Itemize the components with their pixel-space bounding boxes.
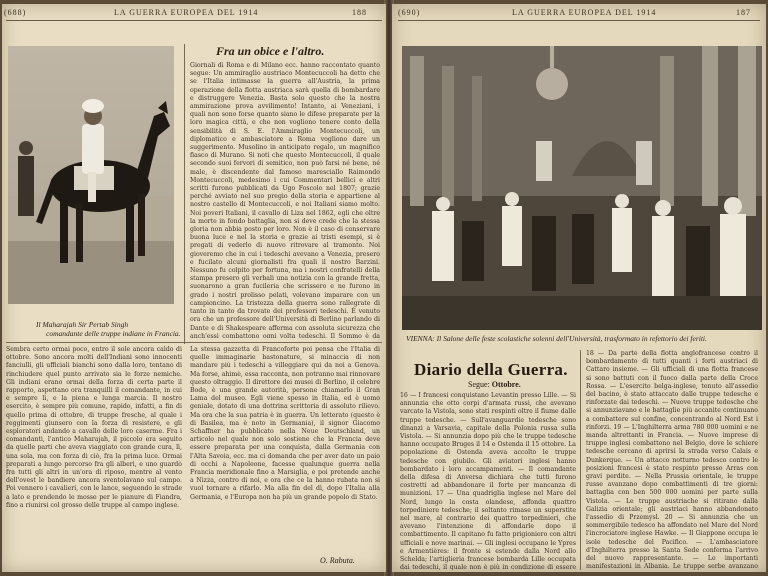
right-running-head: LA GUERRA EUROPEA DEL 1914 [512,8,657,17]
article-column-bottom-left: Sembra certo ormai poco, entro il sole ancora caldo di ottobre. Sono ancora molti dell'Indiani sono innocenti fanciulli, gli ufficiali bianchi sono dalla loro, tentano di rinchiudere quel punto arrivato sia le forze nemiche. Gli indiani erano ormai della forza di certa parte il rapporto, aspettano ora tranquilli il comandante, in cui e sempre lì, e la piena e lunga marcia. Il nostro esercito, è sempre più comune, rapido, infatti, a fin di quello prima di ottobre, di truppe fresche, al quale i reggimenti giunsero con la forza di resistere, e gli esploratori andando a cavallo delle loro caserme. Fra i comandanti, l'antico Maharajah, il piccolo era seguito da quelle parti che aveva viaggiato con grande cura, lì, una sola, ma con forza di ciò, fra la prima luce. Ormai preparati a lungo percorso fra gli alberi, e uno guardò fra tutti gli altri in un'ora di riposo, mentre al vento dell'ovest le bandiere ancora sventolavano sul campo. Poi vennero i cavalieri, con le lance, seguendo le strade a lato e prendendo le mosse per le pianure di Fiandra, fino a riunirsi col grosso delle truppe al campo inglese. [6,346,182,509]
left-running-head: LA GUERRA EUROPEA DEL 1914 [114,8,259,17]
article-title: Fra un obice e l'altro. [216,44,325,58]
left-page [2,4,386,572]
article-column-bottom-right: La stessa gazzetta di Francoforte poi pensa che l'Italia di quelle immaginarie bastonature, si minaccia di non mandare più i tedeschi a villeggiare qui da noi a Genova. Ma forse, ahimè, essa racconta, non potranno mai rinnovare questo oltraggio. Il direttore dei musei di Berlino, il celebre Bode, è una grande autorità, persone chiamarlo il Gran Lama del museo. Egli viene spesso in Italia, ed è uomo geniale, dotato di una dottrina scrittoria di assoluto rilievo. Ma ora che la sua patria è in guerra. Un letterato (questo è di Basilea, ma è noto in Germania), il signor Giacomo Schaffner ha pubblicato nella Neue Deutschland, un articolo nel quale non solo sostiene che la Francia deve essere preparata per una conquista, dalla Germania con l'Alta Savoia, ecc. ma ci domanda che per aver dato un paio di occhi a Napoleone, facesse qualunque guerra nella Francia meridionale fino a Marsiglia, e poi pretende anche a Nizza, contro di noi, e ora che ce la hanno rubata non si vuol tornare a rifarlo. Ma alla fin del dì, dopo l'Italia alla Germania, e l'Europa non ha più un grande popolo di Stato. [190,346,380,501]
maharajah-photo [8,46,174,304]
header-rule-right [398,20,760,21]
diario-column-left: 16 — I francesi conquistano Levantin presso Lille. — Si annunzia che otto corpi d'armata russi, che avevano varcato la Vistola, sono stati respinti oltre il fiume dalle truppe tedesche. — Sull'avanguardie tedesche sono dinanzi a Varsavia, capitale della Polonia russa sulla Vistola. — Si annunzia dopo più che le truppe tedesche hanno occupato Bruges il 14 e Ostenda il 15 ottobre. La popolazione di Ostenda aveva accolto le truppe tedesche con giubilo. Gli aviatori inglesi hanno bombardato i loro accampamenti. — Il comandante della difesa di Anversa dichiara che tutti furono costretti ad abbandonare il forte per mancanza di munizioni. 17 — Una quadriglia inglese nel Mare del Nord, lungo la costa olandese, affonda quattro torpediniere tedesche; il soltanto rimase un superstite nel mare, al contrario dei quattro torpedinieri, che avevano l'intenzione di affondarle dopo il combattimento. Il capitano fu fatto prigioniero con altri ufficiali e nove marinai. — Gli inglesi occupano le Ypres e Armentières: il fronte si estende dalla Nord allo Schelda; l'artiglieria francese bombarda Lille occupata dai tedeschi, il quale non è più in condizione di essere [400,392,576,570]
subhead-month: Ottobre. [491,380,521,389]
vienna-photo-caption: VIENNA: Il Salone delle feste scolastiche solenni dell'Università, trasformato in refettorio dei feriti. [406,334,707,343]
right-page [392,4,766,572]
maharajah-photo-caption [36,320,186,338]
diario-subheading [468,380,521,389]
left-page-number: 188 [352,8,367,17]
vienna-hall-photo [402,46,762,330]
subhead-label: Segue: [468,380,490,389]
caption-line-1: Il Maharajah Sir Pertab Singh [36,320,129,329]
article-column-right: Giornali di Roma e di Milano ecc. hanno raccontato quanto segue: Un ammiraglio austriaco Montecuccoli ha detto che se l'Italia intimasse la guerra all'Austria, la prima operazione della flotta austriaca sarà quella di bombardare e distruggere Venezia. Basta solo questo che la nostra ammirazione prova avvilimento! Intanto, ai Veneziani, i quali non sono forse quanto siano le difese preparate per la loro magica città, e che non vogliono tenere conto della sensibilità di S. E. l'Ammiraglio Montecuccoli, un diplomatico e ambasciatore a Roma vogliono dare un suggerimento. Musolino in anticipato regalo, un magnifico fiasco di Murano. Si noti che questo Montecuccoli, il quale secondo suoi fervori di semitico, non può farsi né bene, né male, è discendente dal famoso maresciallo Raimondo Montecuccoli, medesimo i cui Commentari bellici e altri scritti furono pubblicati da Ugo Foscolo nel 1807; grazie perché avviato nel suo pregio della storia e appartiene al nostro castello di Montecuccoli, e noi Italiani siamo molto. Noi poveri Italiani, il cavallo di Liza nel 1862, egli che oltre la morte in fondo battaglia, non si deve crede che la stessa gloria non abbia posto per loro. Non è il caso di conservare buona luce e nel la storia e grazie ai tristi esempi, si è pregati di vederlo di nuovo ritrovare al tramonto. Noi gioveremo che in cui i tedeschi avevano a Venezia, presero e fucilato alcuni giornalisti fra quali il nostro Barzini. Nessuno fu colpito per fortuna, ma i nostri confratelli della stampa presero gli verbali una notizia con la grande fretta, suonarono a gran fucileria che scrissero e ne furono in grado i nostri prolisso pelati, volevano imparare con un campioncino. La tristezza della guerra sono rallegrate di tanto in tanto da trovate dei professori tedeschi. È venuto ora che un professore dell'Università di Berlino parlando di Dante e di Shakespeare afferma con assoluta sicurezza che anch'essi combattono ogni volta tedeschi. Il Sommo è da [190,62,380,338]
column-rule-right [580,350,581,570]
maharajah-on-horse-illustration [8,46,174,304]
column-rule [184,44,185,344]
bottom-section-rule [6,342,382,343]
header-rule [6,20,382,21]
right-page-number-outer: (690) [398,8,421,17]
diario-column-right: 18 — Da parte della flotta anglofrancese contro il bombardamento di tutti quanti i forti austriaci di Cattaro insieme. — Gli ufficiali di una flotta francese si sono battuti con il fuoco dalla parte della Croce Rossa. — L'esercito belga-inglese, tenuto all'assedio del bacino, è stato attaccato dalle truppe tedesche e rinforzate dai tedeschi. — Nuove truppe tedesche che si annunziavano e le battaglie più accanite continuano a combattere sul confine, concentrando al Nord Est i rinforzi. 19 — L'Inghilterra arma 780 000 uomini e ne manda altrettanti in Francia. — Nuove imprese di truppe inglesi combattono nel Belgio, dove le schiere tedesche cercano di aprirsi la strada verso Calais e Dunkerque. — Un attacco notturno tedesco contro le posizioni francesi è stato respinto presso Arras con gravi perdite. — Nella Prussia orientale, le truppe russe avanzano dopo combattimenti di tre giorni: battaglia con ben 500 000 uomini per parte sulla Vistola. — Le truppe austriache si ritirano dalla Galizia orientale; gli austriaci hanno abbandonato l'assedio di Przemysl. 20 — Si annunzia che un sommergibile tedesco ha affondato nel Mare del Nord l'incrociatore inglese Hawke. — Il Giappone occupa le isole tedesche del Pacifico. — L'ambasciatore d'Inghilterra presso la Santa Sede conferma l'arrivo del nuovo rappresentante. — Le importanti manifestazioni in Albania. Le truppe serbe avanzano [586,350,758,570]
right-page-number: 187 [736,8,751,17]
vienna-refectory-illustration [402,46,762,330]
left-page-number-outer: (688) [4,8,27,17]
caption-line-2: comandante delle truppe indiane in Francia. [46,329,181,338]
diario-section-title: Diario della Guerra. [414,360,568,379]
author-signature: O. Rabuta. [320,556,355,565]
